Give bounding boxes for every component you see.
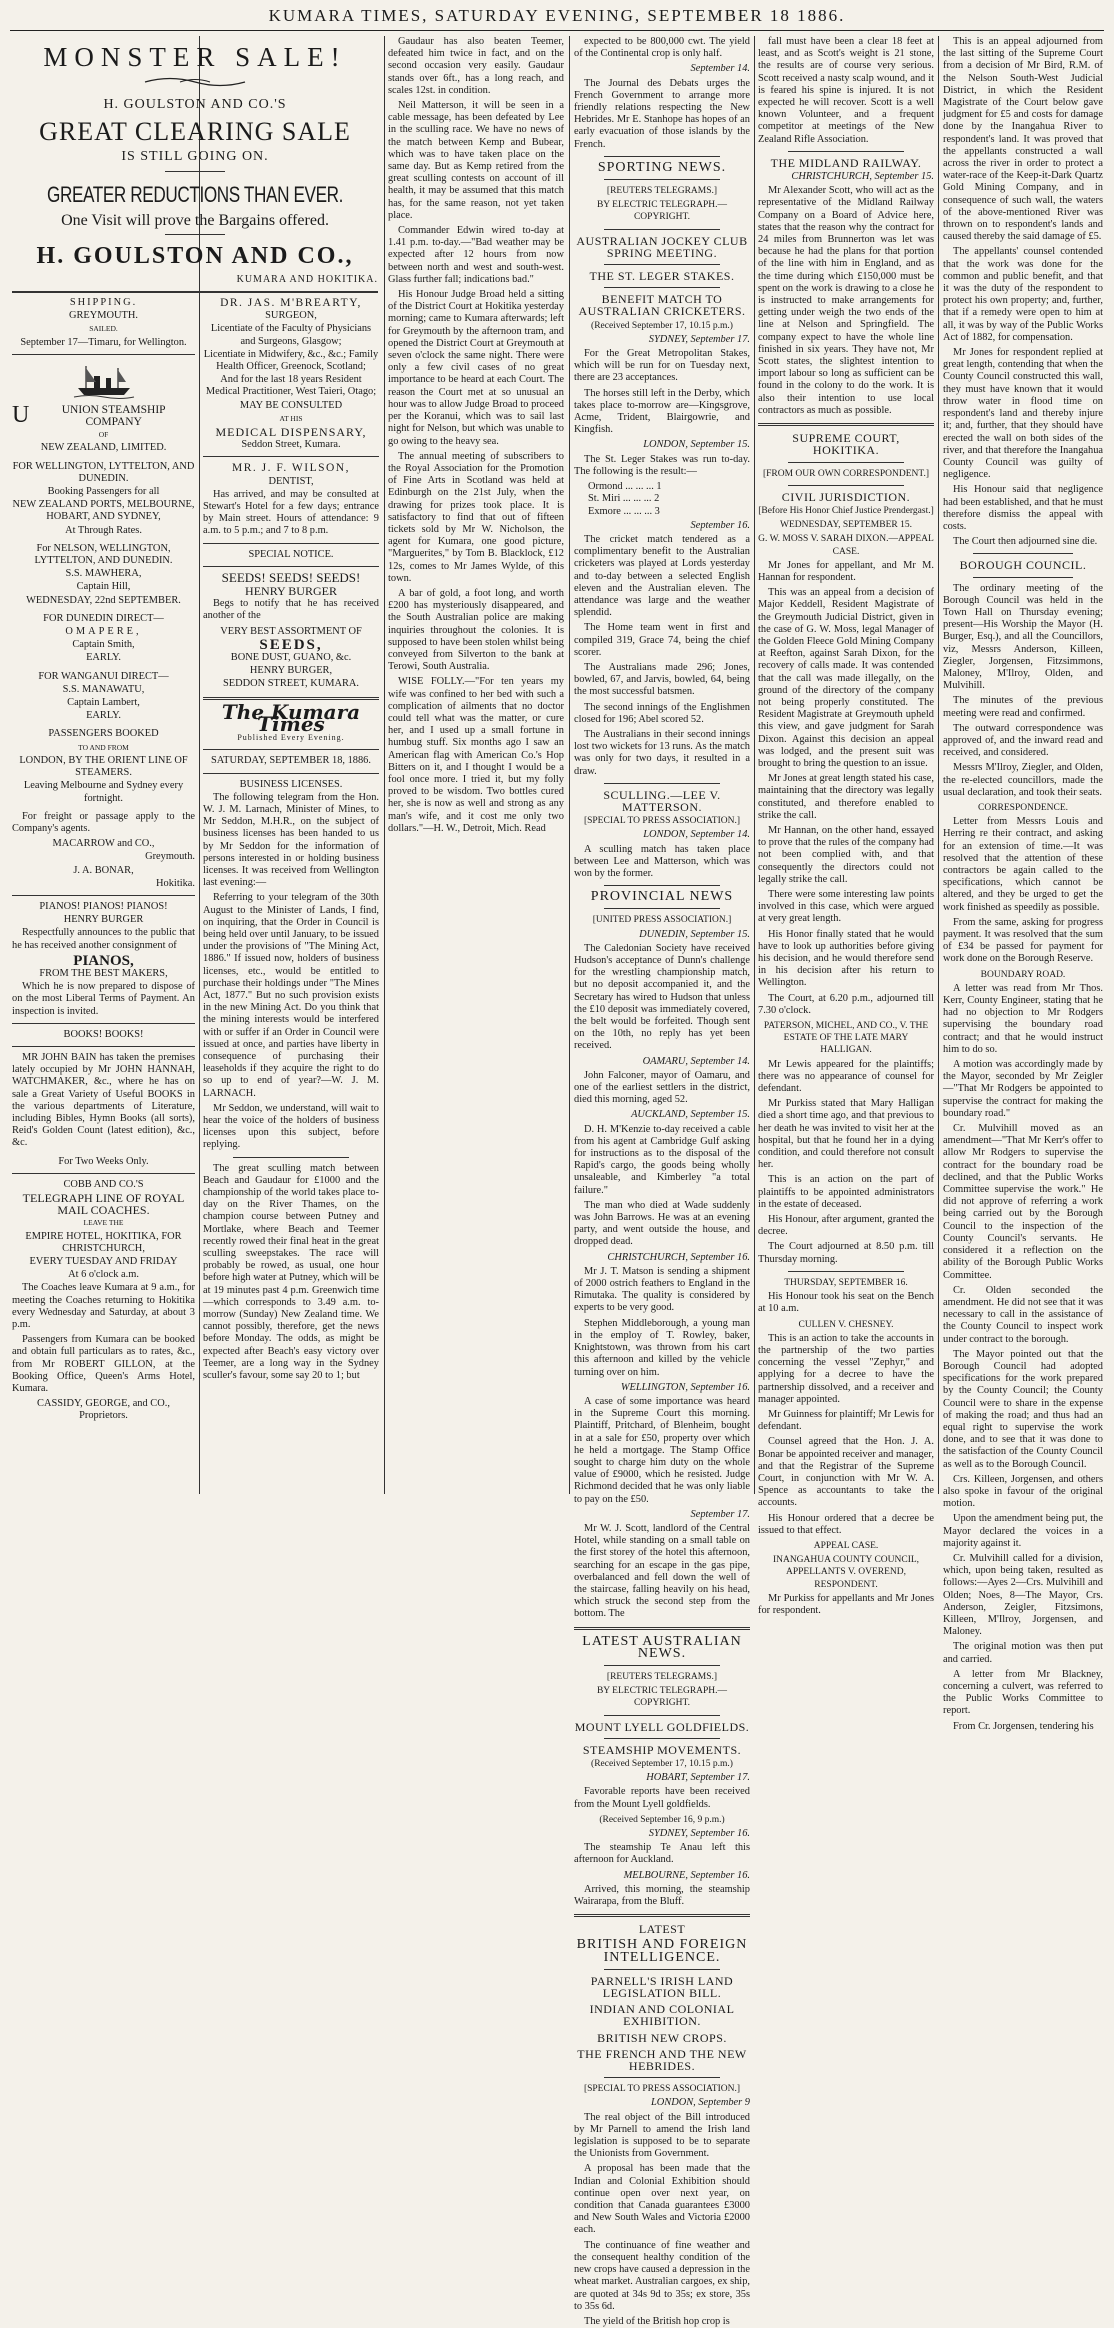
prov-para-7: A case of some importance was heard in the Supreme Court this morning. Plaintiff, Pritchard, of Blenheim, bought in at a sale for £50, property over which he held a mortgage. The Stamp Office sought to charge him duty on the whole value of £9000, which he resisted. Judge Richmond decided that he was only liable to pay on the £50. xyxy=(574,1395,750,1505)
borough-para-12: Crs. Killeen, Jorgensen, and others also spoke in favour of the original motion. xyxy=(943,1473,1103,1510)
route-wanganui: FOR WANGANUI DIRECT— xyxy=(38,670,169,682)
appeal-heading: APPEAL CASE. xyxy=(813,1540,879,1551)
early-1: EARLY. xyxy=(86,652,121,664)
divider xyxy=(203,456,379,457)
divider xyxy=(604,908,720,909)
agents-place: Greymouth. xyxy=(145,851,195,863)
wilson-title: DENTIST, xyxy=(268,475,314,487)
coaches-text-2: Passengers from Kumara can be booked and obtain full particulars as to rates, &c., from Mr ROBERT GILLON, at the Booking Office, Queen's Arms Hotel, Kumara. xyxy=(12,1334,195,1395)
sale-firm-small: H. GOULSTON AND CO.'S xyxy=(103,97,287,112)
court-para-3: Mr Jones at great length stated his case, maintaining that the directory was legally constituted, and therefore enabled to strike the call. xyxy=(758,773,934,821)
bonar: J. A. BONAR, xyxy=(73,864,134,876)
freight: For freight or passage apply to the Company's agents. xyxy=(12,810,195,834)
books-heading: BOOKS! BOOKS! xyxy=(63,1028,144,1040)
sculling-text: A sculling match has taken place between Lee and Matterson, which was won by the former. xyxy=(574,843,750,879)
appeal-para-2: The appellants' counsel contended that the work was done for the common and public benefit, and that it was the duty of the respondent to protect his own property; and, further, that if a remedy were open to him at all, it was by way of the Public Works Act of 1882, for compensation. xyxy=(943,246,1103,343)
divider xyxy=(604,156,720,157)
special-label: [SPECIAL TO PRESS ASSOCIATION.] xyxy=(583,2084,741,2095)
court-para-7: The Court, at 6.20 p.m., adjourned till 7.30 o'clock. xyxy=(758,992,934,1016)
bonar-place: Hokitika. xyxy=(156,877,195,889)
latest-label: LATEST xyxy=(638,1922,686,1937)
dateline: HOBART, September 17. xyxy=(646,1772,750,1784)
divider xyxy=(203,566,379,567)
to-and-from: TO AND FROM xyxy=(78,742,129,752)
borough-para-4: Messrs M'Ilroy, Ziegler, and Olden, the re-elected councillors, made the usual declaration, and took their seats. xyxy=(943,762,1103,798)
date-wed: WEDNESDAY, SEPTEMBER 15. xyxy=(780,520,912,531)
borough-para-5: Letter from Messrs Louis and Herring re their contract, and asking for an extension of time.—It was resolved that the attention of these contractors be again called to the specifications, which cannot be altered, and they be urged to get the work finished as speedily as possible. xyxy=(943,816,1103,913)
column-rule xyxy=(569,36,570,1494)
seeds-sign: HENRY BURGER, xyxy=(249,665,333,677)
dateline: CHRISTCHURCH, September 15. xyxy=(791,171,934,183)
usco-nz: NEW ZEALAND, LIMITED. xyxy=(40,442,167,454)
melbourne-text: Arrived, this morning, the steamship Wairarapa, from the Bluff. xyxy=(574,1883,750,1908)
business-para-2: Referring to your telegram of the 30th August to the Minister of Lands, I find, on inquiring, that the Order in Council is being held over until January, to be issued under the provisions of "The Mining Act, 1886." If issued now, holders of business licenses, etc., would be entitled to purchase their holdings under "The Mines Act, 1877." But no such provision exists in the new Mining Act. Do you think that the mining interests would be interfered with or suffer if an Order in Council were issued at once, and parties have liberty in consequence of purchasing their leaseholds if they acquire the right to do so up to end of year?—W. J. M. LARNACH. xyxy=(203,892,379,1099)
court-para-12: The Court adjourned at 8.50 p.m. till Thursday morning. xyxy=(758,1241,934,1265)
mcbrearty-consult: MAY BE CONSULTED xyxy=(239,399,343,411)
provincial-heading: PROVINCIAL NEWS xyxy=(590,889,734,905)
sculling-heading: SCULLING.—LEE V. MATTERSON. xyxy=(603,787,721,814)
dateline: September 14. xyxy=(690,63,750,75)
route-nelson: For NELSON, WELLINGTON, LYTTELTON, AND DUNEDIN. xyxy=(34,542,173,567)
usco-of: OF xyxy=(98,430,109,440)
coaches-days: EVERY TUESDAY AND FRIDAY xyxy=(29,1256,178,1267)
divider xyxy=(604,229,720,230)
mcbrearty-text-1: Licentiate of the Faculty of Physicians and Surgeons, Glasgow; xyxy=(210,323,372,347)
seeds-big: SEEDS, xyxy=(259,636,323,653)
pianos-big: PIANOS, xyxy=(73,952,134,969)
borough-para-16: A letter from Mr Blackney, concerning a culvert, was referred to the Public Works Committee to report. xyxy=(943,1668,1103,1717)
divider xyxy=(203,543,379,544)
divider xyxy=(233,1157,349,1158)
wise-folly-para: WISE FOLLY.—"For ten years my wife was confined to her bed with such a complication of ailments that no doctor could tell what was the matter, or cure her, and I used up a small fortune in humbug stuff. Six months ago I saw an American flag with American Co.'s Hop Bitters on it, and I thought I would be a fool once more. I tried it, but my folly proved to be wisdom. Two bottles cured her, she is now as well and strong as any man's wife, and it cost me only two dollars."—H. W., Detroit, Mich. Read xyxy=(388,676,564,834)
mawhera-date: WEDNESDAY, 22nd SEPTEMBER. xyxy=(26,594,181,606)
divider xyxy=(973,553,1073,554)
business-para-1: The following telegram from the Hon. W. J. M. Larnach, Minister of Mines, to Mr Seddon, M.H.R., on the subject of business licenses has been handed to us by Mr Seddon for the information of persons interested in or holding business licenses. It was received from Wellington last evening:— xyxy=(203,791,379,889)
ship-omapere: OMAPERE, xyxy=(65,626,142,638)
ship-manawatu: S.S. MANAWATU, xyxy=(62,683,145,695)
case-4: INANGAHUA COUNTY COUNCIL, APPELLANTS V. OVEREND, RESPONDENT. xyxy=(772,1555,920,1590)
pianos-makers: FROM THE BEST MAKERS, xyxy=(39,967,168,979)
seeds-heading: SEEDS! SEEDS! SEEDS! xyxy=(221,569,361,585)
mcbrearty-text-3: And for the last 18 years Resident Medical Practitioner, West Taieri, Otago; xyxy=(205,374,377,398)
orient-line: LONDON, BY THE ORIENT LINE OF STEAMERS. xyxy=(19,754,188,779)
gaudaur-para: Gaudaur has also beaten Teemer, defeated him twice in fact, and on the second occasion very easily. Gaudaur stands over 6ft., has a long reach, and scales 12st. in condition. xyxy=(388,36,564,96)
divider xyxy=(203,749,379,750)
civil-heading: CIVIL JURISDICTION. xyxy=(781,489,911,504)
borough-para-9: Cr. Mulvihill moved as an amendment—"That Mr Kerr's offer to allow Mr Rodgers to supervise the contract for the boundary road be declined, and that the Public Works Committee supervise the work." He did not approve of referring a work being carried out by the Borough Council to the inspection of the County Council's servants. He considered it a reflection on the ability of the Borough Public Works Committee. xyxy=(943,1123,1103,1281)
received-line: (Received September 17, 10.15 p.m.) xyxy=(591,320,733,331)
borough-para-1: The ordinary meeting of the Borough Council was held in the Town Hall on Thursday evening; present—His Worship the Mayor (H. Burger, Esq.), and all the Councillors, viz, Messrs Anderson, Killeen, Ziegler, Jorgensen, Fitzsimmons, Maloney, M'Ilroy, Olden, and Mulvihill. xyxy=(943,582,1103,692)
sale-great: GREAT CLEARING SALE xyxy=(39,117,351,146)
short-rule xyxy=(165,234,225,235)
reuters-label: [REUTERS TELEGRAMS.] xyxy=(606,1671,718,1682)
upa-label: [UNITED PRESS ASSOCIATION.] xyxy=(592,915,732,926)
special-notice: SPECIAL NOTICE. xyxy=(248,548,334,560)
double-rule xyxy=(574,1627,750,1630)
mcbrearty-street: Seddon Street, Kumara. xyxy=(241,439,341,451)
divider xyxy=(788,485,904,486)
fine-arts-para: The annual meeting of subscribers to the Royal Association for the Promotion of Fine Arts in Scotland was held at Edinburgh on the 21st July, when the drawing for prizes took place. It is satisfactory to find that out of fifteen tickets sold by Mr W. Nicholson, the agent for Kumara, one good picture, "Marguerites," by Tom B. Blacklock, £12 12s, comes to Mr James Wylde, of this town. xyxy=(388,450,564,584)
telegraph-label: BY ELECTRIC TELEGRAPH.—COPYRIGHT. xyxy=(596,1686,728,1709)
supreme-court-heading: SUPREME COURT, HOKITIKA. xyxy=(792,431,900,458)
sale-reductions: GREATER REDUCTIONS THAN EVER. xyxy=(46,182,344,207)
pianos-name: HENRY BURGER xyxy=(63,914,144,926)
books-footer: For Two Weeks Only. xyxy=(58,1155,149,1167)
court-para-18: Mr Purkiss for appellants and Mr Jones for respondent. xyxy=(758,1592,934,1616)
business-licenses-heading: BUSINESS LICENSES. xyxy=(239,778,343,790)
correspondent-label: [FROM OUR OWN CORRESPONDENT.] xyxy=(762,468,930,479)
usco-name: U UNION STEAMSHIP COMPANY xyxy=(12,401,166,429)
borough-para-10: Cr. Olden seconded the amendment. He did not see that it was necessary to call in the assistance of the County Council to inspect work under contract to the borough. xyxy=(943,1284,1103,1345)
divider xyxy=(604,179,720,180)
borough-para-8: A motion was accordingly made by the Mayor, seconded by Mr Zeigler—"That Mr Rodgers be appointed to supervise the contract for making the boundary road." xyxy=(943,1059,1103,1119)
sale-still: IS STILL GOING ON. xyxy=(121,149,269,164)
court-para-11: His Honour, after argument, granted the decree. xyxy=(758,1214,934,1238)
coaches-sign: CASSIDY, GEORGE, and CO., Proprietors. xyxy=(37,1398,170,1422)
borough-para-14: Cr. Mulvihill called for a division, which, upon being taken, resulted as follows:—Ayes 2—Crs. Mulvihill and Olden; Noes, 8—The Mayor, Crs. Anderson, Zeigler, Fitzsimons, Killeen, M'Ilroy, Jorgensen, and Maloney. xyxy=(943,1552,1103,1638)
sport-para-2: The horses still left in the Derby, which takes place to-morrow are—Kingsgrove, Acme, Trident, Blairgowrie, and Kingfish. xyxy=(574,387,750,436)
borough-para-7: A letter was read from Mr Thos. Kerr, County Engineer, stating that he had no objection to Mr Rodgers supervising the boundary road contract; and that he would instruct him to do so. xyxy=(943,982,1103,1055)
court-para-15: Mr Guinness for plaintiff; Mr Lewis for defendant. xyxy=(758,1408,934,1433)
coaches-firm: COBB AND CO.'S xyxy=(63,1178,144,1190)
ajc-heading: AUSTRALIAN JOCKEY CLUB SPRING MEETING. xyxy=(576,233,748,260)
before-label: [Before His Honor Chief Justice Prendergast.] xyxy=(758,505,934,516)
shipping-heading: SHIPPING. xyxy=(69,297,138,308)
paper-sub: Published Every Evening. xyxy=(237,733,345,743)
dateline: SYDNEY, September 16. xyxy=(648,1828,750,1839)
masthead: KUMARA TIMES, SATURDAY EVENING, SEPTEMBER 18 1886. xyxy=(268,6,846,25)
seeds-address: SEDDON STREET, KUMARA. xyxy=(222,678,360,690)
agents: MACARROW and CO., xyxy=(52,838,155,850)
column-2 xyxy=(203,296,379,1494)
booking: Booking Passengers for all xyxy=(47,486,160,498)
sale-bottom-rule xyxy=(12,291,378,293)
court-para-16: Counsel agreed that the Hon. J. A. Bonar be appointed receiver and manager, and that the Registrar of the Supreme Court, in conjunction with Mr W. A. Spence as accountants to take the accounts. xyxy=(758,1436,934,1509)
court-para-1: Mr Jones for appellant, and Mr M. Hannan for respondent. xyxy=(758,559,934,583)
midland-heading: THE MIDLAND RAILWAY. xyxy=(770,155,922,170)
sport-para-7: The second innings of the Englishmen closed for 196; Abel scored 52. xyxy=(574,701,750,725)
prov-para-8: Mr W. J. Scott, landlord of the Central Hotel, while standing on a small table on the first storey of the hotel this afternoon, searching for an escape in the gas pipe, overbalanced and fell down the well of the staircase, falling heavily on his head, which struck the second step from the bottom. The xyxy=(574,1522,750,1620)
divider xyxy=(788,1271,904,1272)
ports: NEW ZEALAND PORTS, MELBOURNE, HOBART, AND SYDNEY, xyxy=(12,499,195,523)
sale-where: KUMARA AND HOKITIKA. xyxy=(236,274,378,285)
leaving: Leaving Melbourne and Sydney every fortnight. xyxy=(23,780,184,804)
court-para-5: There were some interesting law points involved in this case, which were argued at very great length. xyxy=(758,889,934,925)
pianos-terms: Which he is now prepared to dispose of on the most Liberal Terms of Payment. An inspection is invited. xyxy=(12,981,195,1017)
prov-para-6: Stephen Middleborough, a young man in the employ of T. Rowley, baker, Knightstown, was thrown from his cart this afternoon and killed by the vehicle turning over on him. xyxy=(574,1317,750,1378)
pianos-text: Respectfully announces to the public that he has received another consignment of xyxy=(12,927,195,951)
column-3 xyxy=(388,36,564,1494)
divider xyxy=(604,783,720,784)
date-thu: THURSDAY, SEPTEMBER 16. xyxy=(784,1277,908,1288)
dateline: LONDON, September 15. xyxy=(643,439,750,451)
british-para-4: The yield of the British hop crop is xyxy=(584,2315,730,2327)
divider xyxy=(604,264,720,265)
shipping-line: September 17—Timaru, for Wellington. xyxy=(20,336,187,348)
double-rule xyxy=(574,1914,750,1917)
crop-yield: expected to be 800,000 cwt. The yield of the Continental crop is only half. xyxy=(574,36,750,60)
case-3: CULLEN V. CHESNEY. xyxy=(798,1319,894,1330)
dateline: MELBOURNE, September 16. xyxy=(623,1869,750,1881)
divider xyxy=(604,885,720,886)
midland-para: Mr Alexander Scott, who will act as the representative of the Midland Railway Company on a Board of Advice here, states that the reason why the contract for 24 miles from Brunnerton was let was because he had the plans for that portion of the line with him in England, and as the time during which £150,000 must be spent on the work is drawing to a close he is instructed to make arrangements for getting under weigh the two ends of the line at Nelson and Springfield. The company expect to have the whole line finished in six years. They have not, Mr Scott states, the slightest intention to import labour so long as sufficient can be found in the colony to do the work. It is also their intention to use local contractors as much as possible. xyxy=(758,185,934,416)
steamship-heading: STEAMSHIP MOVEMENTS. xyxy=(582,1742,742,1757)
coaches-time: At 6 o'clock a.m. xyxy=(68,1269,139,1281)
journal-debats: The Journal des Debats urges the French Government to arrange more friendly relations respecting the New Hebrides. Mr E. Stanhope has hopes of an early evacuation of those islands by the French. xyxy=(574,77,750,150)
appeal-para-1: This is an appeal adjourned from the last sitting of the Supreme Court from a decision of Mr Bird, R.M. of the Nelson South-West Judicial District, in which the Resident Magistrate of the Court below gave judgment for £5 and costs for damage done by the Inangahua River to respondent's land. It was proved that the appellants constructed a wall across the river in order to protect a water-race of the Keep-it-Dark Quartz Gold Mining Company, and in consequence of such wall, the waters of the above-mentioned River was thrown on to respondent's lands and caused thereby the said damage of £5. xyxy=(943,36,1103,243)
telegraph-label: BY ELECTRIC TELEGRAPH.—COPYRIGHT. xyxy=(596,200,728,223)
gold-bar-para: A bar of gold, a foot long, and worth £200 has mysteriously disappeared, and the South Australian police are making inquiries throughout the colonies. It is supposed to have been stolen whilst being conveyed from Silverton to the bank at Terowi, South Australia. xyxy=(388,587,564,673)
column-rule xyxy=(754,36,755,1494)
route-wellington: FOR WELLINGTON, LYTTELTON, AND DUNEDIN. xyxy=(12,460,195,484)
pianos-heading: PIANOS! PIANOS! PIANOS! xyxy=(39,900,168,912)
borough-para-3: The outward correspondence was approved of, and the inward read and received, and considered. xyxy=(943,722,1103,759)
column-5 xyxy=(758,36,934,1616)
court-para-9: Mr Purkiss stated that Mary Halligan died a short time ago, and that previous to her death he was invited to visit her at the hospital, but that he found her in a dying condition, and could therefore not consult her. xyxy=(758,1098,934,1171)
mcbrearty-at: AT HIS xyxy=(279,413,303,423)
provincial-news xyxy=(574,885,750,1620)
sport-para-6: The Australians made 296; Jones, bowled, 67, and Jarvis, bowled, 64, being the most successful batsmen. xyxy=(574,661,750,698)
received-line: (Received September 16, 9 p.m.) xyxy=(599,1814,725,1825)
borough-para-2: The minutes of the previous meeting were read and confirmed. xyxy=(943,695,1103,719)
column-rule xyxy=(938,36,939,1494)
appeal-para-4: His Honour said that negligence had been established, and that he must therefore dismiss the appeal with costs. xyxy=(943,484,1103,532)
indian-heading: INDIAN AND COLONIAL EXHIBITION. xyxy=(589,2002,735,2029)
divider xyxy=(788,462,904,463)
sport-para-1: For the Great Metropolitan Stakes, which will be run for on Tuesday next, there are 23 acceptances. xyxy=(574,348,750,384)
captain-lambert: Captain Lambert, xyxy=(67,697,140,709)
early-2: EARLY. xyxy=(86,710,121,722)
paper-nameplate: The Kumara Times xyxy=(221,699,361,736)
dateline: LONDON, September 9 xyxy=(651,2097,750,2109)
benefit-heading: BENEFIT MATCH TO AUSTRALIAN CRICKETERS. xyxy=(578,292,746,319)
divider xyxy=(12,1173,195,1174)
appeal-para-5: The Court then adjourned sine die. xyxy=(953,536,1098,548)
borough-para-13: Upon the amendment being put, the Mayor declared the voices in a majority against it. xyxy=(943,1513,1103,1549)
sale-advertisement xyxy=(12,36,378,293)
reuters-label: [REUTERS TELEGRAMS.] xyxy=(606,186,718,197)
appeal-para-3: Mr Jones for respondent replied at great length, contending that when the County Council constructed this wall, they must have known that it would throw water in flood time on respondent's land and thereby injure it; and, further, that they should have erected the wall on both sides of the river, and that therefore the Inangahua County Council was guilty of negligence. xyxy=(943,347,1103,481)
coaches-leave: LEAVE THE xyxy=(83,1218,124,1228)
british-para-1: The real object of the Bill introduced by Mr Parnell to amend the Irish land legislation is supposed to be to separate the Unionists from Government. xyxy=(574,2111,750,2160)
matterson-para: Neil Matterson, it will be seen in a cable message, has been defeated by Lee in the sculling race. We have no news of the match between Kemp and Bubear, which was to have taken place on the same day. But as Kemp retired from the great sculling contests on account of ill health, it may be assumed that this match has, for the same reason, not yet taken place. xyxy=(388,100,564,221)
case-2: PATERSON, MICHEL, AND CO., V. THE ESTATE OF THE LATE MARY HALLIGAN. xyxy=(763,1021,929,1056)
sport-para-5: The Home team went in first and compiled 319, Grace 74, being the chief scorer. xyxy=(574,622,750,658)
weather-para: Commander Edwin wired to-day at 1.41 p.m. to-day.—"Bad weather may be expected after 12 hours from now between north and west and south-west. Glass further fall; indications bad." xyxy=(388,225,564,285)
sporting-heading: SPORTING NEWS. xyxy=(597,159,727,175)
court-para-8: Mr Lewis appeared for the plaintiffs; there was no appearance of counsel for defendant. xyxy=(758,1058,934,1095)
special-label: [SPECIAL TO PRESS ASSOCIATION.] xyxy=(583,816,741,827)
borough-para-11: The Mayor pointed out that the Borough Council had adopted specifications for the work prepared by the County Council; the County Council were to share in the expense of making the road; and thus had an equal right to supervise the work done, and to see that it was done to the satisfaction of the County Council as well as to the Borough Council. xyxy=(943,1348,1103,1470)
route-dunedin: FOR DUNEDIN DIRECT— xyxy=(43,612,164,624)
divider xyxy=(604,1969,720,1970)
divider xyxy=(604,1738,720,1739)
correspondence-heading: CORRESPONDENCE. xyxy=(978,802,1068,813)
business-para-3: Mr Seddon, we understand, will wait to hear the voice of the holders of business licenses upon this subject, before replying. xyxy=(203,1102,379,1151)
paper-date: SATURDAY, SEPTEMBER 18, 1886. xyxy=(211,755,371,767)
flourish-ornament xyxy=(140,75,250,89)
case-1: G. W. MOSS V. SARAH DIXON.—APPEAL CASE. xyxy=(758,534,934,557)
divider xyxy=(604,1665,720,1666)
sculling-para: The great sculling match between Beach and Gaudaur for £1000 and the championship of the world takes place to-day on the River Thames, on the champion course between Putney and Mortlake, where Beach and Teemer recently rowed their final heat in the great sculling sweepstakes. The race will probably be rowed, as usual, one hour before high water at Putney, which will be at 19 minutes past 4 p.m. Greenwich time—which corresponds to 3.49 a.m. to-morrow (Sunday) New Zealand time. We cannot possibly, therefore, get the news before Monday. The odds, as might be expected after Beach's easy victory over Teemer, are a long way in the Sydney sculler's favour, some say 20 to 1; but xyxy=(203,1162,379,1382)
column-1 xyxy=(12,296,195,1494)
sale-firm-big: H. GOULSTON AND CO., xyxy=(36,243,354,269)
result-2: St. Miri ... ... ... 2 xyxy=(588,493,660,505)
prov-para-4: The man who died at Wade suddenly was John Barrows. He was at an evening party, and went outside the house, and dropped dead. xyxy=(574,1199,750,1248)
prov-para-3: D. H. M'Kenzie to-day received a cable from his agent at Cambridge Gulf asking for instructions as to the disposal of the Rapid's cargo, the goods being wholly unsaleable, and Kimberley "a total failure." xyxy=(574,1123,750,1196)
prov-para-5: Mr J. T. Matson is sending a shipment of 2000 ostrich feathers to England in the Rimutaka. The quality is considered by experts to be very good. xyxy=(574,1265,750,1314)
rates: At Through Rates. xyxy=(65,524,142,536)
parnell-heading: PARNELL'S IRISH LAND LEGISLATION BILL. xyxy=(590,1973,734,2001)
scott-fall: fall must have been a clear 18 feet at least, and as Scott's weight is 21 stone, the results are of course very serious. Scott received a nasty scalp wound, and it is feared his spine is injured. It is not expected he will recover. Scott is a well known Volunteer, and a frequent competitor at meetings of the New Zealand Rifle Association. xyxy=(758,36,934,145)
steamship-icon xyxy=(74,360,134,400)
court-para-13: His Honour took his seat on the Bench at 10 a.m. xyxy=(758,1291,934,1315)
divider xyxy=(12,354,195,355)
latest-australian-heading: LATEST AUSTRALIAN NEWS. xyxy=(582,1633,742,1661)
dateline: WELLINGTON, September 16. xyxy=(620,1381,750,1393)
court-para-17: His Honour ordered that a decree be issued to that effect. xyxy=(758,1512,934,1536)
sydney-text: The steamship Te Anau left this afternoon for Auckland. xyxy=(574,1842,750,1866)
seeds-name: HENRY BURGER xyxy=(245,584,337,599)
divider xyxy=(973,577,1073,578)
prov-para-2: John Falconer, mayor of Oamaru, and one of the earliest settlers in the district, died this morning, aged 52. xyxy=(574,1069,750,1106)
sale-visit: One Visit will prove the Bargains offered. xyxy=(61,212,329,229)
shipping-place: GREYMOUTH. xyxy=(69,310,138,322)
judge-broad-para: His Honour Judge Broad held a sitting of the District Court at Hokitika yesterday morning; came to Kumara afterwards; left for Greymouth by the afternoon tram, and opened the District Court at Greymouth at seven o'clock the same night. There were only a few civil cases of no great importance to be heard at each Court. The reason the Court met at so unusual an hour was to allow Judge Broad to proceed per the Koranui, which was to sail last night for Nelson, but which was unable to go owing to the heavy sea. xyxy=(388,289,564,447)
borough-heading: BOROUGH COUNCIL. xyxy=(959,558,1087,573)
divider xyxy=(604,1715,720,1716)
dateline: AUCKLAND, September 15. xyxy=(631,1109,750,1121)
ship-mawhera: S.S. MAWHERA, xyxy=(65,568,142,580)
divider xyxy=(203,773,379,774)
seeds-assortment: VERY BEST ASSORTMENT OF xyxy=(220,625,362,637)
wilson-name: MR. J. F. WILSON, xyxy=(232,462,350,475)
british-para-3: The continuance of fine weather and the consequent healthy condition of the new crops have caused a depression in the wheat market. Australian cargoes, ex ship, are quoted at 34s 9d to 35s; ex store, 35s to 35s 6d. xyxy=(574,2239,750,2312)
captain-smith: Captain Smith, xyxy=(72,639,135,651)
sport-para-3: The St. Leger Stakes was run to-day. The following is the result:— xyxy=(574,453,750,477)
result-1: Ormond ... ... ... 1 xyxy=(588,481,662,493)
hobart-text: Favorable reports have been received from the Mount Lyell goldfields. xyxy=(574,1786,750,1810)
column-4 xyxy=(574,36,750,2327)
borough-para-6: From the same, asking for progress payment. It was resolved that the sum of £34 be passed for payment for work done on the Borough Reserve. xyxy=(943,916,1103,965)
short-rule xyxy=(165,171,225,172)
borough-para-17: From Cr. Jorgensen, tendering his xyxy=(953,1720,1094,1732)
prov-para-1: The Caledonian Society have received Hudson's acceptance of Dunn's challenge for the wrestling championship match, but no deposit accompanied it, and the Secretary has wired to Hudson that unless the £10 deposit was immediately covered, the belt would be forfeited. Though sent on the 10th, no reply has yet been received. xyxy=(574,942,750,1052)
passengers: PASSENGERS BOOKED xyxy=(48,728,159,740)
column-6 xyxy=(943,36,1103,1732)
boundary-road-heading: BOUNDARY ROAD. xyxy=(980,969,1066,980)
mcbrearty-title: SURGEON, xyxy=(265,310,317,322)
dateline: CHRISTCHURCH, September 16. xyxy=(607,1251,750,1263)
top-rule xyxy=(10,30,1104,31)
court-para-4: Mr Hannan, on the other hand, essayed to prove that the rules of the company had not been complied with, and that consequently the directors could not legally strike the call. xyxy=(758,824,934,885)
british-para-2: A proposal has been made that the Indian and Colonial Exhibition should continue open over next year, on condition that Canada guarantees £3000 and New South Wales and Victoria £2000 each. xyxy=(574,2163,750,2236)
divider xyxy=(12,1023,195,1024)
borough-para-15: The original motion was then put and carried. xyxy=(943,1641,1103,1665)
sport-para-4: The cricket match tendered as a complimentary benefit to the Australian cricketers was played at Lords yesterday and to-day between a selected English eleven and the Australian eleven. The attendance was large and the weather splendid. xyxy=(574,533,750,619)
french-heading: THE FRENCH AND THE NEW HEBRIDES. xyxy=(577,2046,747,2074)
coaches-text-1: The Coaches leave Kumara at 9 a.m., for meeting the Coaches returning to Hokitika every Wednesday and Saturday, at about 3 p.m. xyxy=(12,1282,195,1331)
captain-hill: Captain Hill, xyxy=(76,581,131,593)
wilson-text: Has arrived, and may be consulted at Stewart's Hotel for a few days; entrance by Main street. Hours of attendance: 9 a.m. to 5 p.m.; and 7 to 8 p.m. xyxy=(203,488,379,537)
sport-para-8: The Australians in their second innings lost two wickets for 13 runs. As the match was only for two days, it resulted in a draw. xyxy=(574,728,750,777)
sale-title: MONSTER SALE! xyxy=(43,42,347,72)
divider xyxy=(12,895,195,896)
court-para-10: This is an action on the part of plaintiffs to be appointed administrators in the estate of deceased. xyxy=(758,1174,934,1210)
seeds-items: BONE DUST, GUANO, &c. xyxy=(230,652,352,664)
st-leger-heading: THE ST. LEGER STAKES. xyxy=(589,269,735,284)
received-line: (Received September 17, 10.15 p.m.) xyxy=(591,1758,733,1769)
dateline: September 17. xyxy=(690,1508,750,1520)
court-para-2: This was an appeal from a decision of Major Keddell, Resident Magistrate of the Greymouth Judicial District, given in the case of G. W. Moss, legal Manager of the Golden Fleece Gold Mining Company at Reefton, against Sarah Dixon, for the recovery of calls made. It was contended that the call was made illegally, on the ground of the directory of the company not being properly constituted. The Resident Magistrate at Greymouth upheld this view, and gave judgment for Sarah Dixon. Against this decision an appeal was lodged, and the present suit was brought to bring the question to an issue. xyxy=(758,587,934,769)
seeds-text: Begs to notify that he has received another of the xyxy=(203,598,379,622)
dateline: SYDNEY, September 17. xyxy=(648,333,750,345)
dateline: DUNEDIN, September 15. xyxy=(639,928,750,940)
double-rule xyxy=(758,423,934,426)
divider xyxy=(604,287,720,288)
mcbrearty-dispensary: MEDICAL DISPENSARY, xyxy=(215,425,367,440)
dateline: OAMARU, September 14. xyxy=(642,1055,750,1067)
british-heading: BRITISH AND FOREIGN INTELLIGENCE. xyxy=(576,1937,748,1965)
dateline: LONDON, September 14. xyxy=(643,829,750,841)
court-para-6: His Honor finally stated that he would have to look up authorities before giving his decision, and he would therefore send in his decision after his return to Wellington. xyxy=(758,928,934,989)
result-3: Exmore ... ... ... 3 xyxy=(588,505,660,517)
books-text: MR JOHN BAIN has taken the premises lately occupied by Mr JOHN HANNAH, WATCHMAKER, &c., where he has on sale a Great Variety of Useful BOOKS in the various departments of Literature, including Bibles, Hymn Books (all sorts), Reid's Golden Count (latest edition), &c., &c. xyxy=(12,1051,195,1149)
coaches-hotel: EMPIRE HOTEL, HOKITIKA, FOR CHRISTCHURCH, xyxy=(25,1230,182,1254)
divider xyxy=(604,2077,720,2078)
court-para-14: This is an action to take the accounts in the partnership of the two parties concerning the vessel "Zephyr," and applying for a decree to have the partnership dissolved, and a receiver and manager appointed. xyxy=(758,1332,934,1405)
lyell-heading: MOUNT LYELL GOLDFIELDS. xyxy=(574,1719,750,1734)
divider xyxy=(788,151,904,152)
shipping-sailed: SAILED. xyxy=(89,324,118,334)
coaches-title: TELEGRAPH LINE OF ROYAL MAIL COACHES. xyxy=(22,1190,185,1218)
mcbrearty-name: DR. JAS. M'BREARTY, xyxy=(220,297,362,309)
crops-heading: BRITISH NEW CROPS. xyxy=(597,2030,727,2045)
dateline: September 16. xyxy=(690,519,750,531)
mcbrearty-text-2: Licentiate in Midwifery, &c., &c.; Family Health Officer, Greenock, Scotland; xyxy=(203,348,379,373)
divider xyxy=(12,1046,195,1047)
